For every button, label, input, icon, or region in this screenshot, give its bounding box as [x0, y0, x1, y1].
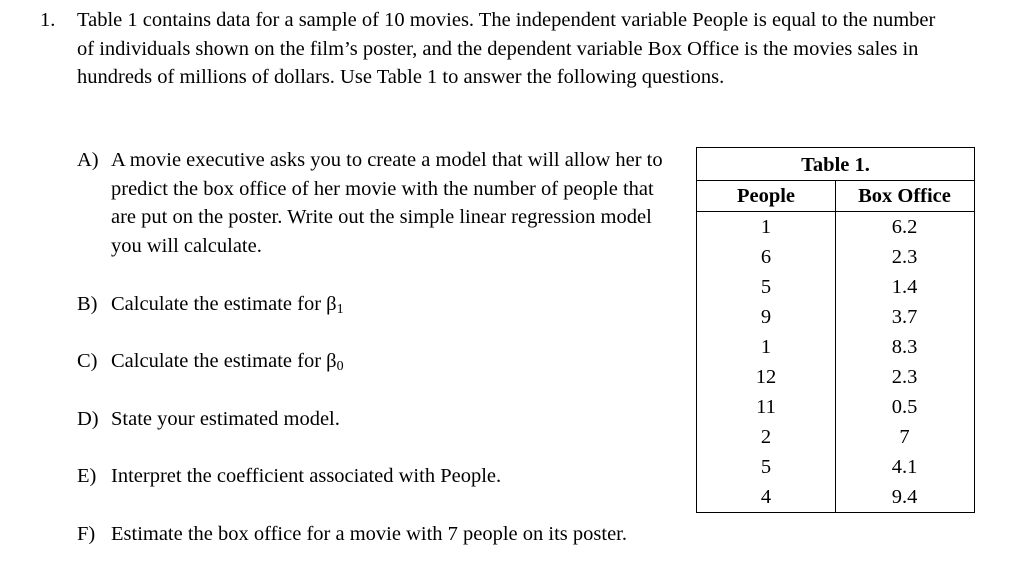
- part-b-label: B): [77, 293, 98, 315]
- part-e-label: E): [77, 465, 97, 487]
- part-e: [77, 462, 677, 491]
- part-a-label: A): [77, 149, 99, 171]
- people-cell: 1: [760, 216, 772, 238]
- part-c-text: Calculate the estimate for β: [111, 350, 337, 372]
- part-f-text: Estimate the box office for a movie with 7 people on its poster.: [111, 523, 627, 545]
- table-title: Table 1.: [801, 154, 870, 176]
- part-d-text: State your estimated model.: [111, 408, 340, 430]
- part-c-label: C): [77, 350, 98, 372]
- box-office-cell: 7: [899, 426, 910, 448]
- box-office-cell: 2.3: [891, 246, 918, 268]
- people-cell: 9: [760, 306, 772, 328]
- box-office-cell: 6.2: [891, 216, 918, 238]
- people-cell: 11: [756, 396, 776, 418]
- people-cell: 1: [760, 336, 772, 358]
- part-f: [77, 520, 737, 549]
- box-office-cell: 3.7: [891, 306, 918, 328]
- box-office-cell: 9.4: [891, 486, 918, 508]
- part-d-label: D): [77, 408, 99, 430]
- people-cell: 6: [760, 246, 772, 268]
- box-office-cell: 4.1: [891, 456, 918, 478]
- part-a-text: A movie executive asks you to create a model that will allow her to predict the box office of her movie with the number of people that are put on the poster. Write out the simple linear regression model you will calculate.: [111, 149, 663, 257]
- people-column: [697, 212, 835, 512]
- box-office-cell: 1.4: [891, 276, 918, 298]
- question-intro: Table 1 contains data for a sample of 10 movies. The independent variable People is equal to the number of individuals shown on the film’s poster, and the dependent variable Box Office is the movies sales in hundreds of millions of dollars. Use Table 1 to answer the following questions.: [77, 9, 936, 88]
- people-cell: 4: [760, 486, 772, 508]
- header-people: People: [736, 185, 796, 207]
- part-d: [77, 405, 677, 434]
- beta-1-subscript: 1: [336, 302, 344, 317]
- part-e-text: Interpret the coefficient associated with People.: [111, 465, 502, 487]
- part-f-label: F): [77, 523, 96, 545]
- people-cell: 2: [760, 426, 772, 448]
- box-office-cell: 2.3: [891, 366, 918, 388]
- part-c: [77, 347, 677, 379]
- box-office-cell: 0.5: [891, 396, 918, 418]
- question-number: 1.: [40, 9, 56, 31]
- part-a: [77, 146, 677, 260]
- beta-0-subscript: 0: [336, 359, 344, 374]
- box-office-cell: 8.3: [891, 336, 918, 358]
- box-office-column: [835, 212, 974, 512]
- people-cell: 12: [755, 366, 777, 388]
- part-b-text: Calculate the estimate for β: [111, 293, 337, 315]
- people-cell: 5: [760, 276, 772, 298]
- people-cell: 5: [760, 456, 772, 478]
- data-table: [696, 147, 975, 513]
- header-box-office: Box Office: [858, 185, 951, 207]
- part-b: [77, 290, 677, 322]
